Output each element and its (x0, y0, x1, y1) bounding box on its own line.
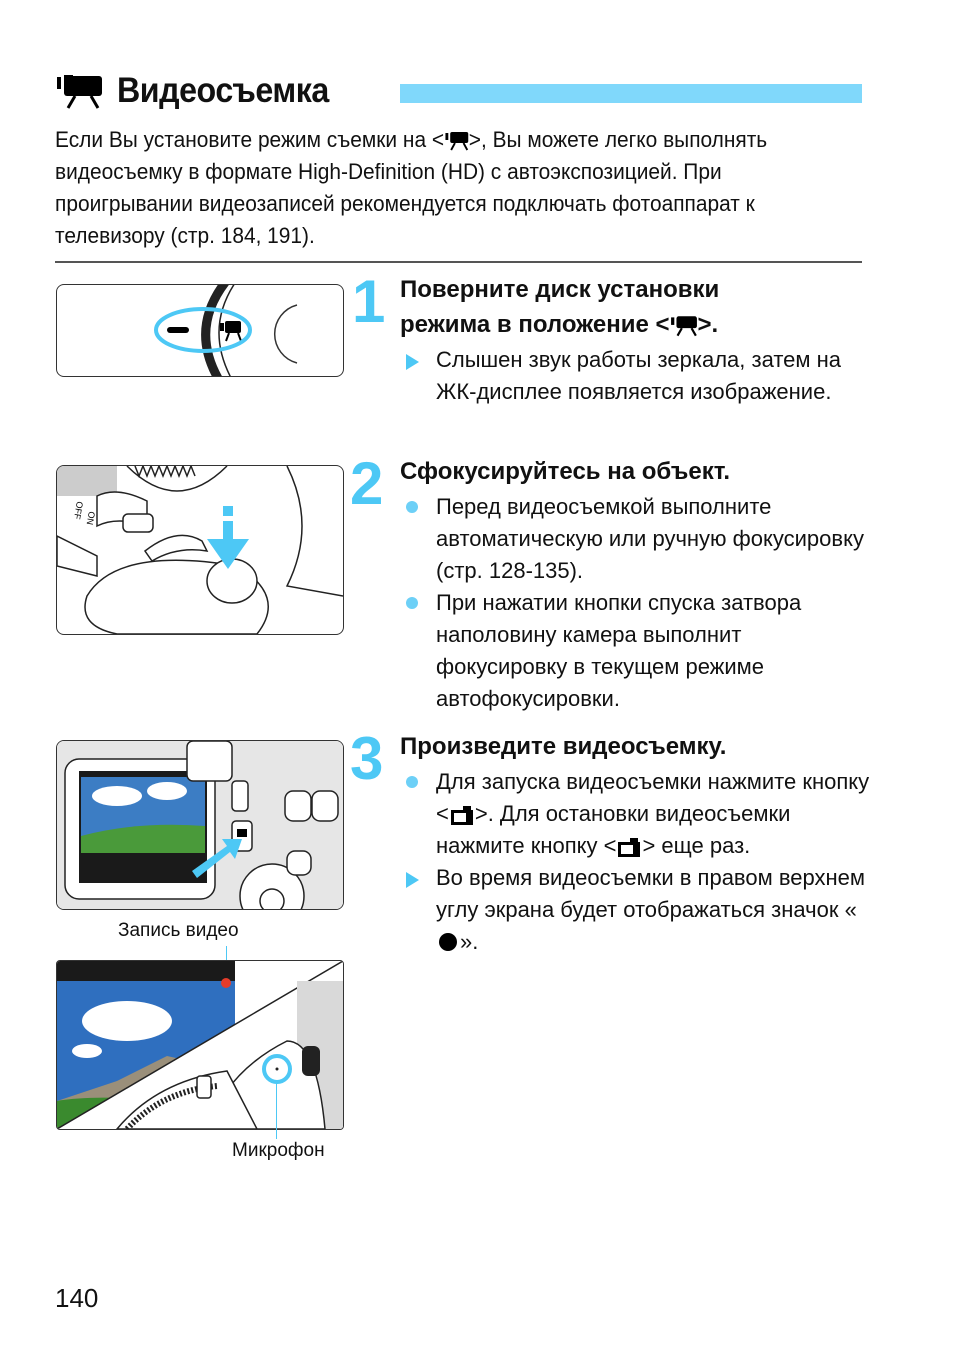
step-title: Сфокусируйтесь на объект. (400, 458, 731, 485)
list-item: Для запуска видеосъемки нажмите кнопку < >. Для остановки видеосъемки нажмите кнопку < > еще раз. (400, 766, 870, 862)
movie-mode-icon (444, 131, 469, 151)
movie-mode-icon (670, 315, 698, 337)
divider (55, 261, 862, 263)
illustration-camera-back (56, 740, 344, 910)
dot-bullet-icon (406, 597, 418, 609)
illustration-shutter-button (56, 465, 344, 635)
title-accent-bar (400, 84, 862, 103)
svg-text:OFF: OFF (71, 500, 85, 521)
live-view-record-button-icon (449, 804, 475, 826)
caption-microphone: Микрофон (232, 1140, 325, 1161)
list-item: Во время видеосъемки в правом верхнем углу экрана будет отображаться значок «». (400, 862, 870, 958)
triangle-bullet-icon (406, 872, 419, 888)
record-dot-icon (439, 933, 457, 951)
svg-text:ON: ON (84, 510, 97, 526)
list-item: При нажатии кнопки спуска затвора наполовину камера выполнит фокусировку в текущем режиме автофокусировки. (400, 587, 870, 715)
illustration-recording-microphone (56, 960, 344, 1130)
dot-bullet-icon (406, 776, 418, 788)
step-number: 2 (350, 450, 384, 517)
triangle-bullet-icon (406, 354, 419, 370)
step-3 (400, 729, 870, 958)
step-number: 3 (350, 725, 384, 792)
list-item: Перед видеосъемкой выполните автоматическую или ручную фокусировку (стр. 128-135). (400, 491, 870, 587)
movie-camera-icon (55, 73, 105, 109)
step-title: Поверните диск установки режима в положение < >. (400, 276, 720, 338)
step-1 (400, 272, 860, 408)
illustration-mode-dial (56, 284, 344, 377)
list-item: Слышен звук работы зеркала, затем на ЖК-дисплее появляется изображение. (400, 344, 860, 408)
intro-paragraph: Если Вы установите режим съемки на < >, Вы можете легко выполнять видеосъемку в формате High-Definition (HD) с автоэкспозицией. При проигрывании видеозаписей рекомендуется подключать фотоаппарат к телевизору (стр. 184, 191). (55, 127, 768, 248)
section-header (55, 66, 347, 116)
caption-leader-line (276, 1081, 277, 1139)
page-number: 140 (55, 1283, 99, 1313)
page-title: Видеосъемка (117, 71, 329, 110)
step-number: 1 (352, 268, 386, 335)
dot-bullet-icon (406, 501, 418, 513)
step-2 (400, 454, 870, 715)
step-title: Произведите видеосъемку. (400, 733, 727, 760)
caption-recording: Запись видео (118, 920, 239, 941)
live-view-record-button-icon (616, 836, 642, 858)
